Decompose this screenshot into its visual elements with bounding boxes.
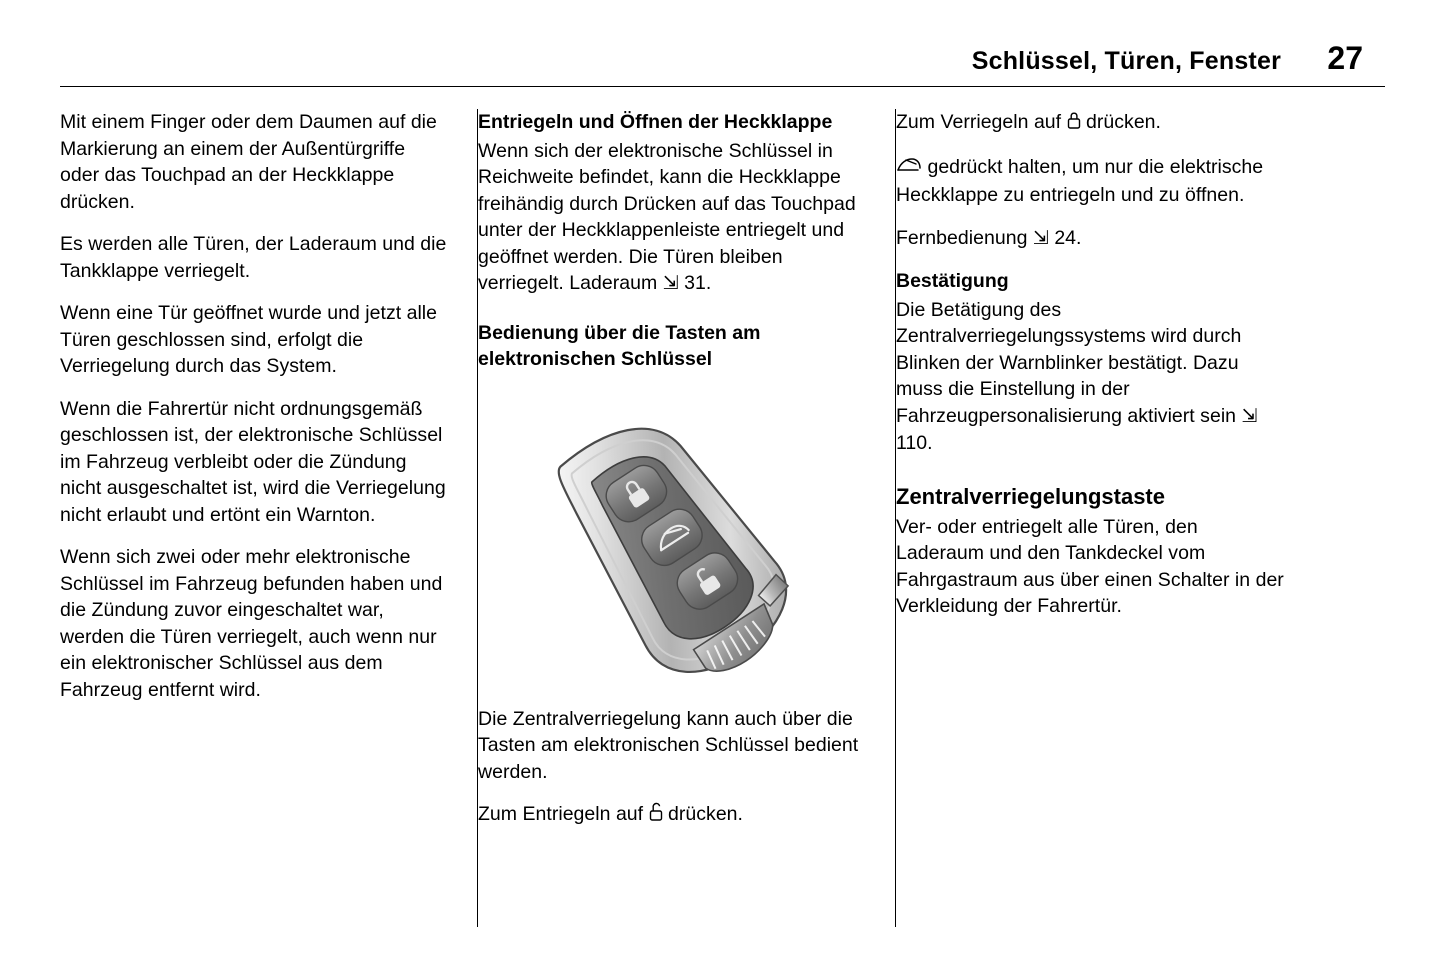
paragraph-text: Die Betätigung des Zentralverriegelungssystems wird durch Blinken der Warnblinker bestätigt. Dazu muss die Einstellung in der Fahrzeugpersonalisierung aktiviert sein xyxy=(896,298,1242,427)
column-3 xyxy=(896,109,1313,937)
key-fob-illustration xyxy=(478,389,868,686)
reference-arrow-icon: ⇲ xyxy=(1032,227,1049,249)
reference-page: 24. xyxy=(1054,226,1082,249)
section-heading-zentralverriegelungstaste: Zentralverriegelungstaste xyxy=(896,483,1165,509)
paragraph: Mit einem Finger oder dem Daumen auf die Markierung an einem der Außentürgriffe oder das Touchpad an der Heckklappe drücken. xyxy=(60,111,437,213)
unlock-icon xyxy=(649,802,663,830)
paragraph-text: Wenn sich der elektronische Schlüssel in Reichweite befindet, kann die Heckklappe freihändig durch Drücken auf das Touchpad unter der Heckklappenleiste entriegelt und geöffnet werden. Die Türen bleiben verriegelt. Laderaum xyxy=(478,139,856,294)
section-heading-bestaetigung: Bestätigung xyxy=(896,270,1009,292)
header-divider xyxy=(60,86,1385,87)
tailgate-icon xyxy=(896,156,922,183)
column-1 xyxy=(60,109,477,937)
section-heading-entriegeln: Entriegeln und Öffnen der Heckklappe xyxy=(478,111,833,133)
paragraph-text: Zum Entriegeln auf xyxy=(478,803,644,825)
paragraph xyxy=(478,138,867,298)
reference-page: 110. xyxy=(896,432,933,454)
lock-icon xyxy=(1067,110,1081,138)
paragraph xyxy=(478,801,867,830)
paragraph xyxy=(896,154,1285,209)
reference-page: 31. xyxy=(684,272,712,294)
paragraph: Es werden alle Türen, der Laderaum und die Tankklappe verriegelt. xyxy=(60,233,447,282)
paragraph: Die Zentralverriegelung kann auch über die Tasten am elektronischen Schlüssel bedient werden. xyxy=(478,707,859,783)
section-heading-bedienung: Bedienung über die Tasten am elektronischen Schlüssel xyxy=(478,321,761,370)
paragraph: Wenn eine Tür geöffnet wurde und jetzt alle Türen geschlossen sind, erfolgt die Verriegelung durch das System. xyxy=(60,302,438,377)
paragraph-text: Fernbedienung xyxy=(896,226,1028,249)
page-number: 27 xyxy=(1327,40,1363,76)
reference-arrow-icon: ⇲ xyxy=(662,273,679,294)
paragraph: Wenn sich zwei oder mehr elektronische Schlüssel im Fahrzeug befunden haben und die Zündung zuvor eingeschaltet war, werden die Türen verriegelt, auch wenn nur ein elektronischer Schlüssel aus dem Fahrzeug entfernt wird. xyxy=(60,546,443,701)
paragraph-text: gedrückt halten, um nur die elektrische Heckklappe zu entriegeln und zu öffnen. xyxy=(896,155,1264,206)
paragraph: Ver- oder entriegelt alle Türen, den Laderaum und den Tankdeckel vom Fahrgastraum aus über einen Schalter in der Verkleidung der Fahrertür. xyxy=(896,515,1284,617)
page-title: Schlüssel, Türen, Fenster xyxy=(971,47,1281,75)
paragraph xyxy=(896,225,1285,253)
paragraph-text: drücken. xyxy=(668,803,743,825)
column-2 xyxy=(478,109,895,937)
paragraph xyxy=(896,297,1285,457)
reference-arrow-icon: ⇲ xyxy=(1241,405,1258,427)
paragraph: Wenn die Fahrertür nicht ordnungsgemäß geschlossen ist, der elektronische Schlüssel im Fahrzeug verbleibt oder die Zündung nicht ausgeschaltet ist, wird die Verriegelung nicht erlaubt und ertönt ein Warnton. xyxy=(60,397,446,526)
page-header xyxy=(60,40,1385,86)
content-columns xyxy=(60,109,1385,937)
paragraph xyxy=(896,109,1285,138)
paragraph-text: Zum Verriegeln auf xyxy=(896,111,1062,133)
paragraph-text: drücken. xyxy=(1086,111,1161,133)
